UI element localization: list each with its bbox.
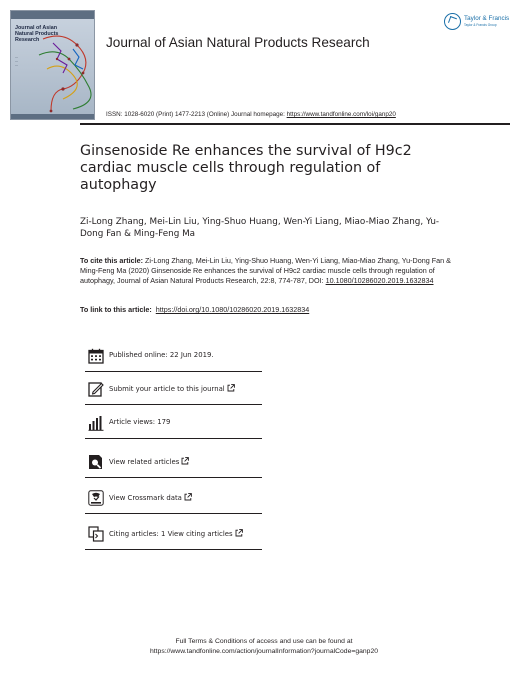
citation-label: To cite this article: <box>80 256 143 265</box>
cover-title: Journal of Asian Natural Products Research <box>15 25 59 43</box>
submit-article-link[interactable]: Submit your article to this journal <box>109 384 235 393</box>
divider <box>85 371 262 372</box>
submit-pencil-icon <box>88 381 104 397</box>
info-item-related[interactable] <box>85 452 262 478</box>
publisher-tagline: Taylor & Francis Group <box>464 23 497 27</box>
external-link-icon <box>184 493 192 501</box>
issn-line <box>106 111 396 118</box>
divider <box>85 513 262 514</box>
external-link-icon <box>181 457 189 465</box>
journal-title[interactable]: Journal of Asian Natural Products Research <box>106 35 370 50</box>
footer <box>0 637 528 657</box>
article-authors: Zi-Long Zhang, Mei-Lin Liu, Ying-Shuo Huang, Wen-Yi Liang, Miao-Miao Zhang, Yu-Dong Fan & Ming-Feng Ma <box>80 217 440 239</box>
info-item-views <box>85 413 262 439</box>
divider <box>85 438 262 439</box>
related-articles-link[interactable]: View related articles <box>109 457 189 466</box>
info-item-published <box>85 346 262 372</box>
external-link-icon <box>235 529 243 537</box>
article-views-text: Article views: 179 <box>109 418 171 426</box>
issn-text: ISSN: 1028-6020 (Print) 1477-2213 (Online) Journal homepage: <box>106 111 287 118</box>
molecule-illustration-icon <box>33 29 95 119</box>
calendar-icon <box>88 348 104 364</box>
citing-articles-icon <box>88 526 104 542</box>
citation-doi-link[interactable]: 10.1080/10286020.2019.1632834 <box>325 275 434 285</box>
link-label: To link to this article: <box>80 305 152 314</box>
crossmark-icon <box>88 490 104 506</box>
article-doi-link[interactable]: https://doi.org/10.1080/10286020.2019.1632834 <box>155 305 310 314</box>
info-item-citing[interactable] <box>85 524 262 550</box>
related-articles-search-icon <box>88 454 104 470</box>
cover-top-band <box>11 11 94 19</box>
publisher-logo[interactable] <box>444 12 528 38</box>
publisher-name: Taylor & Francis <box>464 15 510 22</box>
citation-text: Zi-Long Zhang, Mei-Lin Liu, Ying-Shuo Huang, Wen-Yi Liang, Miao-Miao Zhang, Yu-Dong Fan & Ming-Feng Ma (2020) Ginsenoside Re enhances the survival of H9c2 cardiac muscle cells through regulation of autophagy, Journal of Asian Natural Products Research, 22:8, 774-787, DOI: <box>80 256 451 285</box>
crossmark-link[interactable]: View Crossmark data <box>109 493 192 502</box>
bar-chart-icon <box>88 415 104 431</box>
citing-articles-link[interactable]: Citing articles: 1 View citing articles <box>109 529 243 538</box>
footer-terms-text: Full Terms & Conditions of access and use can be found at <box>175 638 353 645</box>
cover-bottom-band <box>11 114 94 119</box>
divider <box>85 477 262 478</box>
footer-terms-link[interactable]: https://www.tandfonline.com/action/journalInformation?journalCode=ganp20 <box>149 647 379 655</box>
info-item-submit[interactable] <box>85 379 262 405</box>
taylor-francis-logo-icon <box>444 13 461 30</box>
citation-block <box>80 256 452 285</box>
article-title: Ginsenoside Re enhances the survival of H9c2 cardiac muscle cells through regulation of autophagy <box>80 143 412 193</box>
divider <box>85 404 262 405</box>
journal-homepage-link[interactable]: https://www.tandfonline.com/loi/ganp20 <box>286 111 396 118</box>
external-link-icon <box>227 384 235 392</box>
divider <box>85 549 262 550</box>
cover-subtext: — — — <box>15 55 18 67</box>
journal-cover-image <box>10 10 95 120</box>
info-item-crossmark[interactable] <box>85 488 262 514</box>
published-online-text: Published online: 22 Jun 2019. <box>109 351 214 359</box>
header-divider <box>80 123 510 125</box>
article-link-block <box>80 305 452 315</box>
